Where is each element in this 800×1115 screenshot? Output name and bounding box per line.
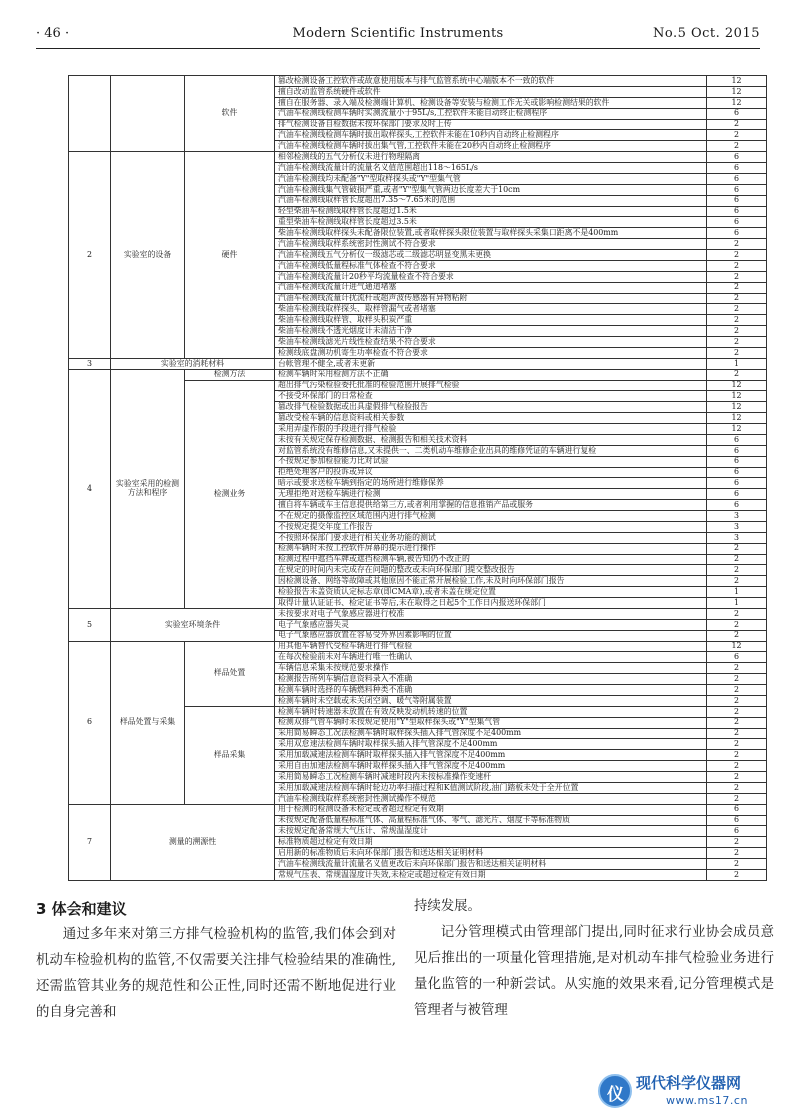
group-name-cell	[111, 76, 185, 152]
points-cell: 2	[707, 685, 767, 696]
points-cell: 6	[707, 489, 767, 500]
group-number-cell: 4	[69, 369, 111, 608]
points-cell: 12	[707, 424, 767, 435]
journal-title: Modern Scientific Instruments	[292, 26, 504, 41]
points-cell: 2	[707, 859, 767, 870]
points-cell: 6	[707, 804, 767, 815]
item-cell: 汽油车检测线检测车辆时拔出取样探头,工控软件未能在10秒内自动终止检测程序	[275, 130, 707, 141]
points-cell: 2	[707, 543, 767, 554]
item-cell: 汽油车检测线取样系统密封性测试不符合要求	[275, 239, 707, 250]
page-header	[36, 22, 760, 48]
group-name-cell: 样品处置与采集	[111, 641, 185, 804]
item-cell: 未按有关规定保存检测数据、检测报告和相关技术资料	[275, 434, 707, 445]
item-cell: 柴油车检测线滤光片线性检查结果不符合要求	[275, 337, 707, 348]
item-cell: 检测车辆时转速器未放置在有效反映发动机转速的位置	[275, 706, 707, 717]
points-cell: 2	[707, 565, 767, 576]
table-row	[69, 358, 767, 369]
left-column	[36, 922, 396, 1026]
item-cell: 未按要求对电子气象感应器进行校准	[275, 608, 707, 619]
item-cell: 相邻检测线的五气分析仪未进行物理隔离	[275, 152, 707, 163]
item-cell: 汽油车检测线低量程标准气体检查不符合要求	[275, 260, 707, 271]
points-cell: 6	[707, 434, 767, 445]
item-cell: 未按规定配备低量程标准气体、高量程标准气体、零气、滤光片、烟度卡等标准物质	[275, 815, 707, 826]
points-cell: 2	[707, 848, 767, 859]
points-cell: 2	[707, 369, 767, 380]
points-cell: 2	[707, 554, 767, 565]
watermark-url: www.ms17.cn	[666, 1094, 748, 1107]
item-cell: 因检测设备、网络等故障或其他原因不能正常开展检验工作,未及时向环保部门报告	[275, 576, 707, 587]
points-cell: 6	[707, 152, 767, 163]
item-cell: 采用简易瞬态工况法检测车辆时取样探头插入排气管深度不足400mm	[275, 728, 707, 739]
group-number-cell: 5	[69, 608, 111, 641]
item-cell: 不按规定参加检验能力比对试验	[275, 456, 707, 467]
points-cell: 2	[707, 717, 767, 728]
points-cell: 2	[707, 837, 767, 848]
group-name-cell: 实验室采用的检测方法和程序	[111, 369, 185, 608]
points-cell: 2	[707, 695, 767, 706]
points-cell: 12	[707, 380, 767, 391]
points-cell: 2	[707, 271, 767, 282]
group-name-cell: 实验室的消耗材料	[111, 358, 275, 369]
points-cell: 2	[707, 728, 767, 739]
right-continuation: 持续发展。	[414, 899, 481, 914]
points-cell: 2	[707, 576, 767, 587]
points-cell: 3	[707, 511, 767, 522]
points-cell: 2	[707, 304, 767, 315]
item-cell: 在规定的时间内未完成存在问题的整改或未向环保部门提交整改报告	[275, 565, 707, 576]
points-cell: 2	[707, 630, 767, 641]
points-cell: 2	[707, 674, 767, 685]
points-cell: 2	[707, 337, 767, 348]
item-cell: 柴油车检测线不透光烟度计未清洁干净	[275, 326, 707, 337]
subgroup-name-cell: 样品采集	[185, 706, 275, 804]
item-cell: 台帐管理不健全,或者未更新	[275, 358, 707, 369]
item-cell: 在每次检验前未对车辆进行唯一性确认	[275, 652, 707, 663]
item-cell: 不按规定提交年度工作报告	[275, 521, 707, 532]
points-cell: 2	[707, 619, 767, 630]
right-column	[414, 894, 774, 1024]
item-cell: 汽油车检测线均未配备"Y"型取样探头或"Y"型集气管	[275, 173, 707, 184]
table-row	[69, 608, 767, 619]
group-name-cell: 实验室的设备	[111, 152, 185, 359]
item-cell: 汽油车检测线五气分析仪一级滤芯或二级滤芯明显变黑未更换	[275, 250, 707, 261]
group-name-cell: 实验室环境条件	[111, 608, 275, 641]
points-cell: 2	[707, 608, 767, 619]
group-number-cell: 3	[69, 358, 111, 369]
points-cell: 6	[707, 478, 767, 489]
points-cell: 12	[707, 413, 767, 424]
right-paragraph: 记分管理模式由管理部门提出,同时征求行业协会成员意见后推出的一项量化管理措施,是对机动车排气检验业务进行量化监管的一种新尝试。从实施的效果来看,记分管理模式是管理者与被管理	[414, 925, 774, 1018]
item-cell: 擅自将车辆或车主信息提供给第三方,或者利用掌握的信息推销产品或服务	[275, 500, 707, 511]
points-cell: 2	[707, 750, 767, 761]
item-cell: 篡改排气检验数据或出具虚假排气检验报告	[275, 402, 707, 413]
points-cell: 2	[707, 141, 767, 152]
points-cell: 2	[707, 739, 767, 750]
item-cell: 轻型柴油车检测线取样管长度超过1.5米	[275, 206, 707, 217]
points-cell: 1	[707, 598, 767, 609]
item-cell: 用其他车辆替代受检车辆进行排气检验	[275, 641, 707, 652]
group-number-cell	[69, 76, 111, 152]
points-cell: 12	[707, 641, 767, 652]
header-rule	[36, 48, 760, 49]
points-cell: 12	[707, 76, 767, 87]
item-cell: 检测车辆时未空载或未关闭空调、暖气等附属装置	[275, 695, 707, 706]
scoring-table	[68, 75, 766, 881]
subgroup-name-cell: 样品处置	[185, 641, 275, 706]
table-row	[69, 369, 767, 380]
item-cell: 检测报告所列车辆信息资料录入不准确	[275, 674, 707, 685]
item-cell: 擅自在服务器、录入端及检测端计算机、检测设备等安装与检测工作无关或影响检测结果的软件	[275, 97, 707, 108]
item-cell: 检测过程中遮挡车牌或遮挡检测车辆,被告知仍不改正的	[275, 554, 707, 565]
points-cell: 2	[707, 119, 767, 130]
points-cell: 2	[707, 260, 767, 271]
item-cell: 常规气压表、常规温湿度计失效,未检定或超过检定有效日期	[275, 869, 707, 880]
points-cell: 2	[707, 293, 767, 304]
group-number-cell: 6	[69, 641, 111, 804]
watermark-logo-icon: 仪	[598, 1074, 632, 1108]
points-cell: 2	[707, 706, 767, 717]
item-cell: 检测线底盘测功机寄生功率检查不符合要求	[275, 347, 707, 358]
points-cell: 1	[707, 587, 767, 598]
left-paragraph: 通过多年来对第三方排气检验机构的监管,我们体会到对机动车检验机构的监管,不仅需要关注排气检验结果的准确性,还需监管其业务的规范性和公正性,同时还需不断地促进行业的自身完善和	[36, 927, 396, 1020]
points-cell: 6	[707, 206, 767, 217]
item-cell: 篡改检测设备工控软件或故意使用版本与排气监管系统中心端版本不一致的软件	[275, 76, 707, 87]
item-cell: 汽油车检测线检测车辆时实测流量小于95L/s,工控软件未能自动终止检测程序	[275, 108, 707, 119]
subgroup-name-cell: 检测业务	[185, 380, 275, 608]
item-cell: 汽油车检测线流量计20秒平均流量检查不符合要求	[275, 271, 707, 282]
item-cell: 重型柴油车检测线取样管长度超过3.5米	[275, 217, 707, 228]
item-cell: 检测车辆时选择的车辆燃料种类不准确	[275, 685, 707, 696]
item-cell: 柴油车检测线取样探头未配备限位装置,或者取样探头限位装置与取样探头采集口距离不是400mm	[275, 228, 707, 239]
points-cell: 2	[707, 782, 767, 793]
points-cell: 6	[707, 228, 767, 239]
points-cell: 2	[707, 869, 767, 880]
subgroup-name-cell: 硬件	[185, 152, 275, 359]
item-cell: 汽油车检测线检测车辆时拔出集气管,工控软件未能在20秒内自动终止检测程序	[275, 141, 707, 152]
points-cell: 6	[707, 815, 767, 826]
points-cell: 12	[707, 391, 767, 402]
scoring-table-grid	[68, 75, 767, 881]
points-cell: 6	[707, 445, 767, 456]
points-cell: 3	[707, 521, 767, 532]
item-cell: 检测双排气管车辆时未按规定使用"Y"型取样探头或"Y"型集气管	[275, 717, 707, 728]
site-watermark	[596, 1068, 800, 1115]
item-cell: 对监管系统没有维修信息,又未提供一、二类机动车维修企业出具的维修凭证的车辆进行复检	[275, 445, 707, 456]
points-cell: 6	[707, 467, 767, 478]
points-cell: 12	[707, 86, 767, 97]
points-cell: 12	[707, 402, 767, 413]
group-name-cell: 测量的溯源性	[111, 804, 275, 880]
issue-info: No.5 Oct. 2015	[652, 26, 760, 41]
points-cell: 2	[707, 282, 767, 293]
item-cell: 用于检测的检测设备未检定或者超过检定有效期	[275, 804, 707, 815]
item-cell: 拒绝处理客户的投诉或异议	[275, 467, 707, 478]
item-cell: 汽油车检测线取样管长度超出7.35～7.65米的范围	[275, 195, 707, 206]
section-title: 3 体会和建议	[36, 900, 127, 918]
item-cell: 柴油车检测线取样探头、取样管漏气或者堵塞	[275, 304, 707, 315]
item-cell: 采用简易瞬态工况检测车辆时减速时段内未按标准操作变速杆	[275, 772, 707, 783]
points-cell: 2	[707, 315, 767, 326]
table-row	[69, 76, 767, 87]
item-cell: 篡改受检车辆的信息资料或相关参数	[275, 413, 707, 424]
points-cell: 2	[707, 663, 767, 674]
group-number-cell: 2	[69, 152, 111, 359]
item-cell: 无理拒绝对送检车辆进行检测	[275, 489, 707, 500]
points-cell: 6	[707, 652, 767, 663]
points-cell: 6	[707, 184, 767, 195]
item-cell: 电子气象感应器放置在容易受外界因素影响的位置	[275, 630, 707, 641]
item-cell: 排气检测设备自检数据未按环保部门要求及时上传	[275, 119, 707, 130]
item-cell: 超出排气污染检验委托批准的检验范围开展排气检验	[275, 380, 707, 391]
item-cell: 汽油车检测线流量计进气通道堵塞	[275, 282, 707, 293]
item-cell: 汽油车检测线集气管破损严重,或者"Y"型集气管两边长度差大于10cm	[275, 184, 707, 195]
points-cell: 2	[707, 326, 767, 337]
item-cell: 擅自改动监管系统硬件或软件	[275, 86, 707, 97]
item-cell: 电子气象感应器失灵	[275, 619, 707, 630]
points-cell: 6	[707, 195, 767, 206]
item-cell: 采用自由加速法检测车辆时取样探头插入排气管深度不足400mm	[275, 761, 707, 772]
points-cell: 6	[707, 217, 767, 228]
points-cell: 2	[707, 239, 767, 250]
points-cell: 2	[707, 347, 767, 358]
table-row	[69, 641, 767, 652]
item-cell: 不在规定的摄像监控区域范围内进行排气检测	[275, 511, 707, 522]
item-cell: 不接受环保部门的日常检查	[275, 391, 707, 402]
item-cell: 采用弄虚作假的手段进行排气检验	[275, 424, 707, 435]
item-cell: 采用加载减速法检测车辆时取样探头插入排气管深度不足400mm	[275, 750, 707, 761]
table-row	[69, 152, 767, 163]
points-cell: 12	[707, 97, 767, 108]
item-cell: 车辆信息采集未按规范要求操作	[275, 663, 707, 674]
item-cell: 汽油车检测线流量计的流量名义值范围超出118～165L/s	[275, 163, 707, 174]
points-cell: 6	[707, 173, 767, 184]
page-number: · 46 ·	[36, 26, 70, 41]
item-cell: 汽油车检测线取样系统密封性测试操作不规范	[275, 793, 707, 804]
item-cell: 柴油车检测线取样管、取样头积炭严重	[275, 315, 707, 326]
item-cell: 采用双怠速法检测车辆时取样探头插入排气管深度不足400mm	[275, 739, 707, 750]
item-cell: 采用加载减速法检测车辆时轮边功率扫描过程和K值测试阶段,油门踏板未处于全开位置	[275, 782, 707, 793]
table-row	[69, 804, 767, 815]
item-cell: 取得计量认证证书、检定证书等后,未在取得之日起5个工作日内报送环保部门	[275, 598, 707, 609]
item-cell: 暗示或要求送检车辆到指定的场所进行维修保养	[275, 478, 707, 489]
item-cell: 未按规定配备常规大气压计、常规温湿度计	[275, 826, 707, 837]
watermark-title: 现代科学仪器网	[636, 1074, 742, 1092]
item-cell: 检测车辆时采用检测方法不正确	[275, 369, 707, 380]
subgroup-name-cell: 检测方法	[185, 369, 275, 380]
item-cell: 标准物质超过检定有效日期	[275, 837, 707, 848]
subgroup-name-cell: 软件	[185, 76, 275, 152]
points-cell: 6	[707, 500, 767, 511]
item-cell: 检测车辆时未按工控软件屏幕的提示进行操作	[275, 543, 707, 554]
points-cell: 6	[707, 108, 767, 119]
points-cell: 1	[707, 358, 767, 369]
points-cell: 6	[707, 163, 767, 174]
item-cell: 启用新的标准物质后未向环保部门报告和送达相关证明材料	[275, 848, 707, 859]
points-cell: 2	[707, 250, 767, 261]
points-cell: 2	[707, 772, 767, 783]
points-cell: 2	[707, 761, 767, 772]
item-cell: 汽油车检测线流量计流量名义值更改后未向环保部门报告和送达相关证明材料	[275, 859, 707, 870]
points-cell: 3	[707, 532, 767, 543]
group-number-cell: 7	[69, 804, 111, 880]
points-cell: 2	[707, 130, 767, 141]
item-cell: 汽油车检测线流量计扰流杆或超声波传感器有异物粘附	[275, 293, 707, 304]
points-cell: 6	[707, 826, 767, 837]
points-cell: 6	[707, 456, 767, 467]
points-cell: 2	[707, 793, 767, 804]
item-cell: 不按照环保部门要求进行相关业务功能的测试	[275, 532, 707, 543]
item-cell: 检验报告未盖资质认定标志章(即CMA章),或者未盖在规定位置	[275, 587, 707, 598]
